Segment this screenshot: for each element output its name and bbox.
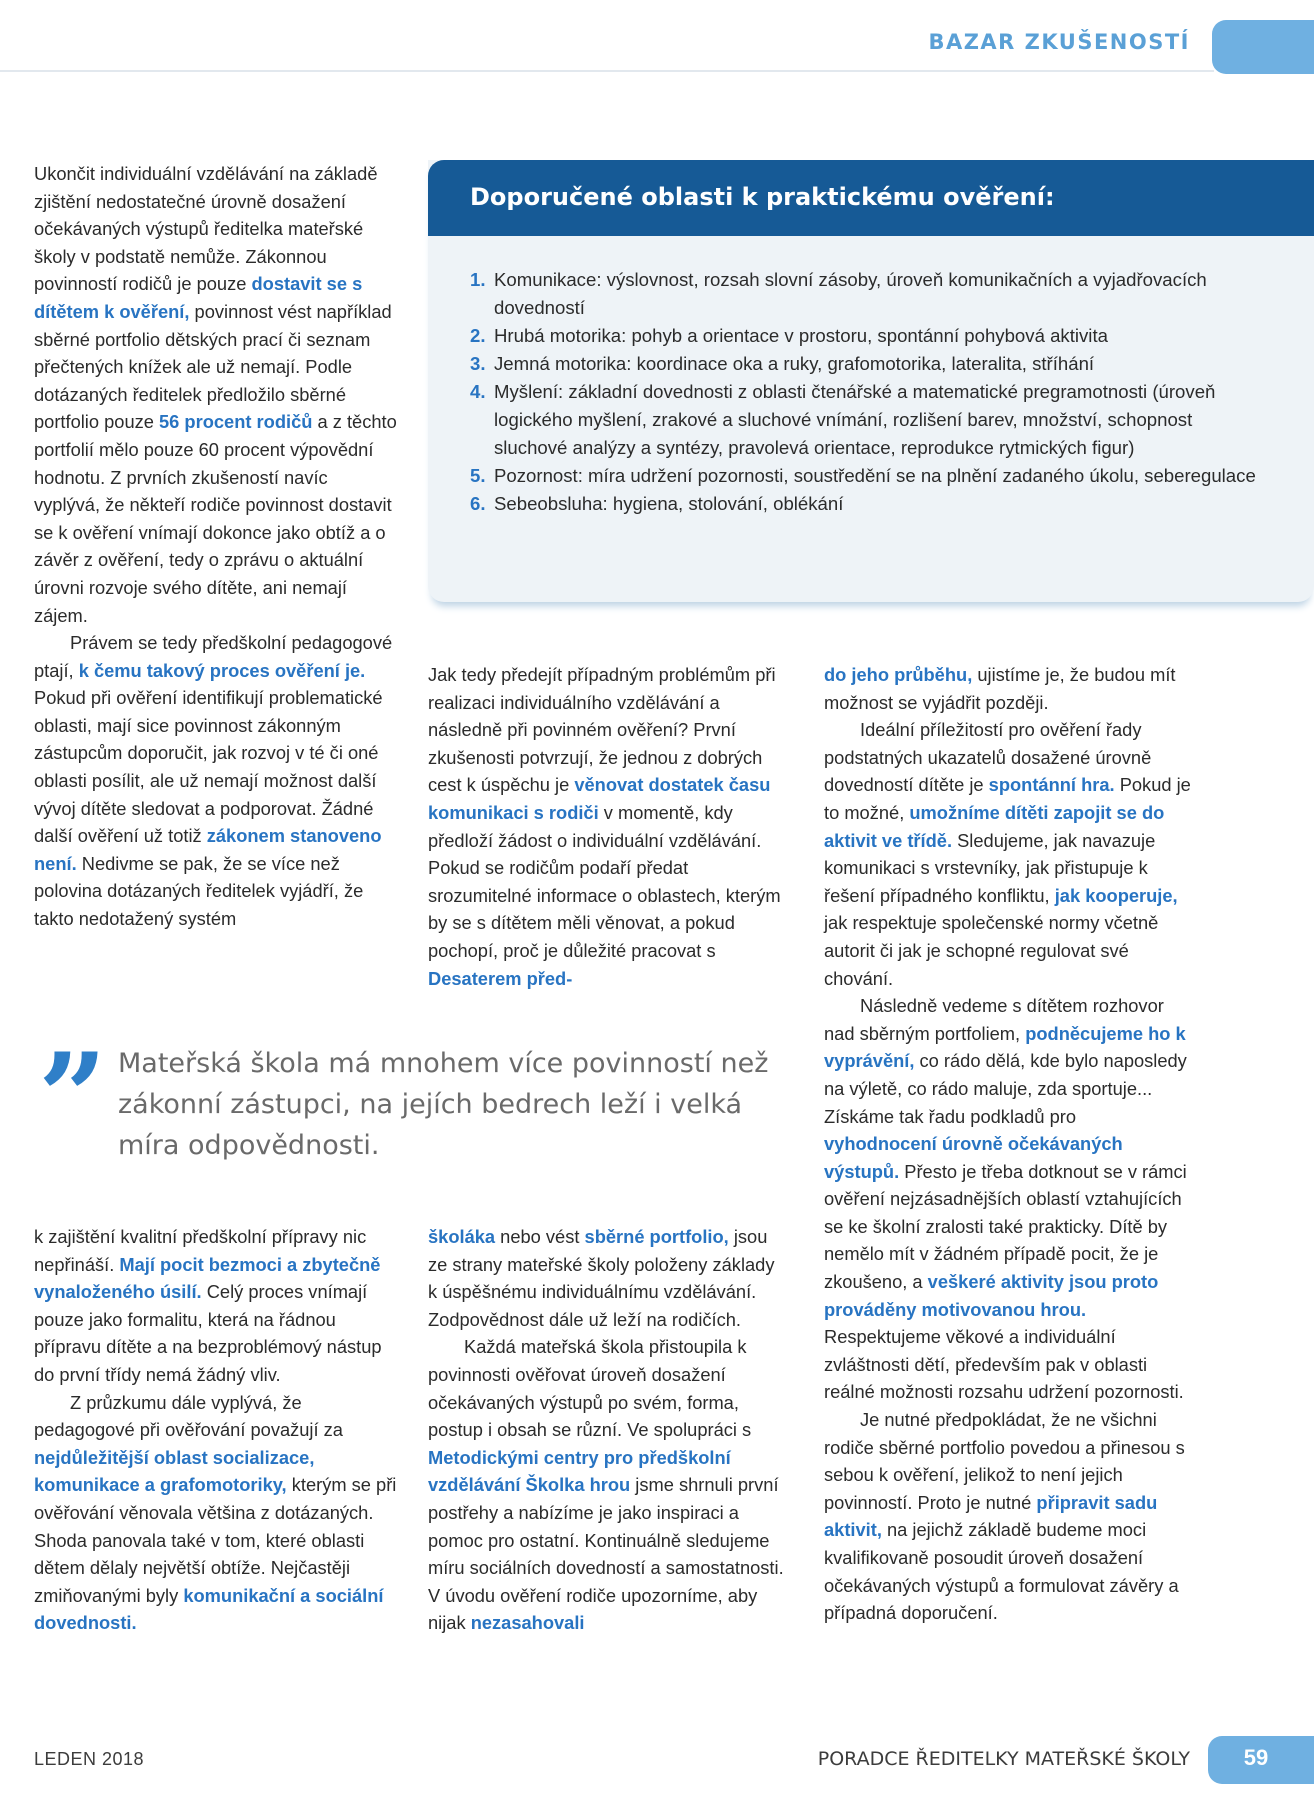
section-title: BAZAR ZKUŠENOSTÍ xyxy=(928,30,1190,54)
paragraph: Právem se tedy předškolní pedagogové ptají, k čemu takový proces ověření je. Pokud při ověření identifikují problematické oblasti, mají sice povinnost zákonným zástupcům doporučit, jak rozvoj v té či oné oblasti posílit, ale už nemají možnost další vývoj dítěte sledovat a podporovat. Žádné další ověření už totiž zákonem stanoveno není. Nedivme se pak, že se více než polovina dotázaných ředitelek vyjádří, že takto nedotažený systém xyxy=(34,632,393,930)
list-item xyxy=(458,378,1258,462)
column-2-bottom xyxy=(428,1223,784,1637)
item-text: Myšlení: základní dovednosti z oblasti čtenářské a matematické pregramotnosti (úroveň logického myšlení, zrakové a sluchové vnímání, rozlišení barev, množství, schopnost sluchové analýzy a syntézy, pravolevá orientace, reprodukce rytmických figur) xyxy=(494,381,1216,458)
column-1-top xyxy=(34,160,398,933)
list-item xyxy=(458,462,1258,490)
paragraph: Ukončit individuální vzdělávání na základě zjištění nedostatečné úrovně dosažení očekávaných výstupů ředitelka mateřské školy v podstatě nemůže. Zákonnou povinností rodičů je pouze dostavit se s dítětem k ověření, povinnost vést například sběrné portfolio dětských prací či seznam přečtených knížek ale už nemají. Podle dotázaných ředitelek předložilo sběrné portfolio pouze 56 procent rodičů a z těchto portfolií mělo pouze 60 procent výpovědní hodnotu. Z prvních zkušeností navíc vyplývá, že někteří rodiče povinnost dostavit se k ověření vnímají dokonce jako obtíž a o závěr z ověření, tedy o zprávu o aktuální úrovni rozvoje svého dítěte, ani nemají zájem. xyxy=(34,163,397,626)
paragraph: do jeho průběhu, ujistíme je, že budou mít možnost se vyjádřit později. xyxy=(824,664,1176,713)
item-text: Jemná motorika: koordinace oka a ruky, grafomotorika, lateralita, stříhání xyxy=(494,353,1095,374)
item-number: 2. xyxy=(470,325,486,346)
item-text: Hrubá motorika: pohyb a orientace v prostoru, spontánní pohybová aktivita xyxy=(494,325,1108,346)
pull-quote: Mateřská škola má mnohem více povinností než zákonní zástupci, na jejích bedrech leží i velká míra odpovědnosti. xyxy=(118,1048,769,1161)
item-number: 4. xyxy=(470,381,486,402)
item-text: Komunikace: výslovnost, rozsah slovní zásoby, úroveň komunikačních a vyjadřovacích dovedností xyxy=(494,269,1207,318)
list-item xyxy=(458,266,1258,322)
item-number: 1. xyxy=(470,269,486,290)
item-text: Sebeobsluha: hygiena, stolování, oblékání xyxy=(494,493,844,514)
paragraph: Jak tedy předejít případným problémům při realizaci individuálního vzdělávání a následně při povinném ověření? První zkušenosti potvrzují, že jednou z dobrých cest k úspěchu je věnovat dostatek času komunikaci s rodiči v momentě, kdy předloží žádost o individuální vzdělávání. Pokud se rodičům podaří předat srozumitelné informace o oblastech, kterým by se s dítětem měli věnovat, a pokud pochopí, proč je důležité pracovat s Desaterem před- xyxy=(428,664,781,989)
paragraph: Každá mateřská škola přistoupila k povinnosti ověřovat úroveň dosažení očekávaných výstupů po svém, forma, postup i obsah se různí. Ve spolupráci s Metodickými centry pro předškolní vzdělávání Školka hrou jsme shrnuli první postřehy a nabízíme je jako inspiraci a pomoc pro ostatní. Kontinuálně sledujeme míru sociálních dovedností a samostatnosti. V úvodu ověření rodiče upozorníme, aby nijak nezasahovali xyxy=(428,1336,784,1634)
magazine-name: PORADCE ŘEDITELKY MATEŘSKÉ ŠKOLY xyxy=(817,1748,1190,1770)
paragraph: Z průzkumu dále vyplývá, že pedagogové při ověřování považují za nejdůležitější oblast socializace, komunikace a grafomotoriky, kterým se při ověřování věnovala většina z dotázaných. Shoda panovala také v tom, které oblasti dětem dělaly největší obtíže. Nejčastěji zmiňovanými byly komunikační a sociální dovednosti. xyxy=(34,1391,397,1634)
issue-date: LEDEN 2018 xyxy=(34,1749,145,1769)
recommendations-title: Doporučené oblasti k praktickému ověření: xyxy=(470,183,1055,211)
item-number: 3. xyxy=(470,353,486,374)
list-item xyxy=(458,350,1258,378)
list-item xyxy=(458,322,1258,350)
paragraph: Následně vedeme s dítětem rozhovor nad sběrným portfoliem, podněcujeme ho k vyprávění, co rádo dělá, kde bylo naposledy na výletě, co rádo maluje, zda sportuje... Získáme tak řadu podkladů pro vyhodnocení úrovně očekávaných výstupů. Přesto je třeba dotknout se v rámci ověření nejzásadnějších oblastí vztahujících se ke školní zralosti také prakticky. Dítě by nemělo mít v žádném případě pocit, že je zkoušeno, a veškeré aktivity jsou proto prováděny motivovanou hrou. Respektujeme věkové a individuální zvláštnosti dětí, především pak v oblasti reálné možnosti rozsahu udržení pozornosti. xyxy=(824,995,1187,1403)
page-number: 59 xyxy=(1243,1745,1269,1770)
column-2-top xyxy=(428,661,784,992)
paragraph: k zajištění kvalitní předškolní přípravy nic nepřináší. Mají pocit bezmoci a zbytečně vynaloženého úsilí. Celý proces vnímají pouze jako formalitu, která na řádnou přípravu dítěte a na bezproblémový nástup do první třídy nemá žádný vliv. xyxy=(34,1226,382,1385)
paragraph: školáka nebo vést sběrné portfolio, jsou ze strany mateřské školy položeny základy k úspěšnému individuálnímu vzdělávání. Zodpovědnost dále už leží na rodičích. xyxy=(428,1226,775,1330)
recommendations-list xyxy=(458,266,1258,518)
quote-mark-icon: ” xyxy=(38,1027,108,1168)
paragraph: Je nutné předpokládat, že ne všichni rodiče sběrné portfolio povedou a přinesou s sebou k ověření, jelikož to není jejich povinností. Proto je nutné připravit sadu aktivit, na jejichž základě budeme moci kvalifikovaně posoudit úroveň dosažení očekávaných výstupů a formulovat závěry a případná doporučení. xyxy=(824,1409,1185,1624)
list-item xyxy=(458,490,1258,518)
column-1-bottom xyxy=(34,1223,398,1637)
item-number: 5. xyxy=(470,465,486,486)
header-tab xyxy=(1212,20,1314,74)
header-rule xyxy=(0,70,1214,72)
paragraph: Ideální příležitostí pro ověření řady podstatných ukazatelů dosažené úrovně dovedností dítěte je spontánní hra. Pokud je to možné, umožníme dítěti zapojit se do aktivit ve třídě. Sledujeme, jak navazuje komunikaci s vrstevníky, jak přistupuje k řešení případného konfliktu, jak kooperuje, jak respektuje společenské normy včetně autorit či jak je schopné regulovat své chování. xyxy=(824,719,1191,989)
item-number: 6. xyxy=(470,493,486,514)
column-3 xyxy=(824,661,1192,1627)
item-text: Pozornost: míra udržení pozornosti, soustředění se na plnění zadaného úkolu, seberegulace xyxy=(494,465,1256,486)
